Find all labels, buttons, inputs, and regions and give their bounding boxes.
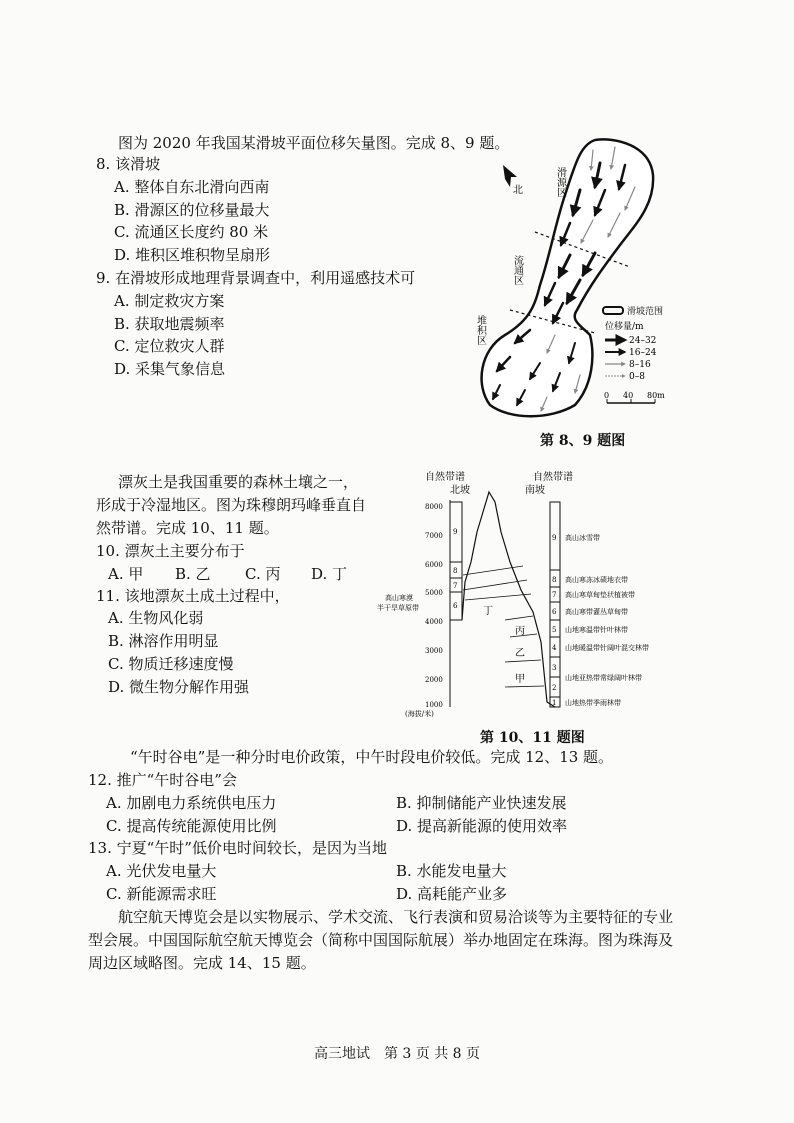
q8-option-a: A. 整体自东北滑向西南 — [114, 178, 270, 196]
legend-range-swatch — [603, 307, 623, 314]
right-num-1: 1 — [552, 699, 557, 707]
scale-label-40: 40 — [623, 391, 634, 400]
right-num-9: 9 — [552, 534, 557, 542]
q10-option-a: A. 甲 — [108, 565, 144, 583]
right-num-8: 8 — [552, 576, 557, 584]
top-right-label: 自然带谱 — [533, 472, 573, 483]
q9-option-d: D. 采集气象信息 — [114, 360, 226, 378]
legend-range-label: 滑坡范围 — [627, 307, 664, 317]
y-tick-8000: 8000 — [425, 503, 443, 511]
vertical-zonation-diagram — [365, 462, 705, 722]
intro-10-11-line2: 形成于冷湿地区。图为珠穆朗玛峰垂直自 — [96, 496, 367, 514]
legend-item-3: 8–16 — [629, 360, 651, 370]
figure-10-11-caption: 第 10、11 题图 — [480, 730, 585, 746]
q13-stem: 13. 宁夏“午时”低价电时间较长，是因为当地 — [88, 839, 387, 857]
zone-label-source: 滑源区 — [554, 167, 566, 197]
right-label-6: 高山寒带灌丛草甸带 — [565, 608, 628, 616]
q12-option-d: D. 提高新能源的使用效率 — [396, 817, 568, 835]
y-tick-4000: 4000 — [425, 618, 443, 626]
intro-12-13: “午时谷电”是一种分时电价政策，中午时段电价较低。完成 12、13 题。 — [130, 748, 614, 766]
right-num-3: 3 — [552, 664, 557, 672]
q8-option-b: B. 滑源区的位移量最大 — [114, 201, 270, 219]
left-num-7: 7 — [453, 582, 458, 590]
left-side-label-1: 高山寒漠 — [385, 594, 413, 602]
q13-option-a: A. 光伏发电量大 — [106, 862, 217, 880]
left-num-6: 6 — [453, 602, 458, 610]
right-label-9: 高山冰雪带 — [565, 534, 600, 542]
q12-option-c: C. 提高传统能源使用比例 — [106, 817, 277, 835]
zone-letter-ding: 丁 — [483, 606, 493, 617]
legend-item-2: 16–24 — [629, 348, 657, 358]
south-slope-label: 南坡 — [525, 485, 545, 496]
q10-option-b: B. 乙 — [175, 565, 211, 583]
intro-14-15-line1: 航空航天博览会是以实物展示、学术交流、飞行表演和贸易洽谈等为主要特征的专业 — [118, 908, 674, 926]
q10-stem: 10. 漂灰土主要分布于 — [96, 542, 245, 560]
q11-option-d: D. 微生物分解作用强 — [108, 678, 250, 696]
right-label-8: 高山寒冻冰碛地衣带 — [565, 576, 628, 584]
right-num-5: 5 — [552, 626, 557, 634]
right-num-7: 7 — [552, 591, 557, 599]
q12-option-a: A. 加剧电力系统供电压力 — [106, 794, 277, 812]
zone-label-deposit: 堆积区 — [474, 315, 486, 345]
north-slope-label: 北坡 — [450, 485, 470, 496]
legend-item-1: 24–32 — [629, 336, 657, 346]
q13-option-d: D. 高耗能产业多 — [396, 885, 508, 903]
zone-letter-jia: 甲 — [515, 674, 525, 685]
q9-option-c: C. 定位救灾人群 — [114, 337, 225, 355]
q13-option-b: B. 水能发电量大 — [396, 862, 507, 880]
legend-item-4: 0–8 — [629, 372, 645, 382]
y-tick-2000: 2000 — [425, 676, 443, 684]
q11-option-c: C. 物质迁移速度慢 — [108, 655, 234, 673]
top-left-label: 自然带谱 — [425, 472, 465, 483]
q11-option-a: A. 生物风化弱 — [108, 609, 204, 627]
y-tick-5000: 5000 — [425, 589, 443, 597]
zone-letter-yi: 乙 — [515, 648, 525, 659]
right-label-2: 山地热带季雨林带 — [565, 699, 621, 707]
q10-option-c: C. 丙 — [245, 565, 281, 583]
landslide-map — [455, 135, 685, 435]
y-tick-3000: 3000 — [425, 647, 443, 655]
q12-stem: 12. 推广“午时谷电”会 — [88, 771, 237, 789]
intro-10-11-line1: 漂灰土是我国重要的森林土壤之一， — [118, 473, 359, 491]
left-num-8: 8 — [453, 567, 458, 575]
left-side-label-2: 半干旱草原带 — [377, 604, 419, 612]
right-num-6: 6 — [552, 608, 557, 616]
q13-option-c: C. 新能源需求旺 — [106, 885, 217, 903]
q11-stem: 11. 该地漂灰土成土过程中， — [96, 587, 290, 605]
intro-14-15-line2: 型会展。中国国际航空航天博览会（简称中国国际航展）举办地固定在珠海。图为珠海及 — [88, 931, 674, 949]
zone-label-flow: 流通区 — [511, 255, 523, 285]
right-label-4: 山地暖温带针阔叶混交林带 — [565, 644, 649, 652]
y-unit-label: (海拔/米) — [405, 710, 434, 718]
intro-10-11-line3: 然带谱。完成 10、11 题。 — [96, 519, 279, 537]
legend-title: 位移量/m — [605, 322, 644, 332]
y-tick-1000: 1000 — [425, 701, 443, 709]
q9-option-b: B. 获取地震频率 — [114, 315, 225, 333]
north-arrow-icon — [503, 165, 517, 187]
intro-8-9: 图为 2020 年我国某滑坡平面位移矢量图。完成 8、9 题。 — [118, 134, 510, 152]
q9-stem: 9. 在滑坡形成地理背景调查中，利用遥感技术可 — [96, 269, 416, 287]
q12-option-b: B. 抑制储能产业快速发展 — [396, 794, 567, 812]
scale-label-0: 0 — [604, 391, 610, 400]
q11-option-b: B. 淋溶作用明显 — [108, 632, 219, 650]
right-num-2: 2 — [552, 684, 557, 692]
y-tick-6000: 6000 — [425, 561, 443, 569]
q8-stem: 8. 该滑坡 — [96, 155, 161, 173]
zone-letter-bing: 丙 — [515, 626, 525, 637]
scale-label-80: 80m — [647, 391, 665, 400]
right-num-4: 4 — [552, 644, 557, 652]
right-label-3: 山地亚热带常绿阔叶林带 — [565, 674, 642, 682]
left-num-9: 9 — [453, 528, 458, 536]
q10-option-d: D. 丁 — [311, 565, 348, 583]
right-label-5: 山地寒温带针叶林带 — [565, 626, 628, 634]
y-tick-7000: 7000 — [425, 532, 443, 540]
q8-option-d: D. 堆积区堆积物呈扇形 — [114, 246, 271, 264]
page-footer: 高三地试 第 3 页 共 8 页 — [313, 1046, 481, 1062]
figure-8-9-caption: 第 8、9 题图 — [540, 433, 626, 449]
intro-14-15-line3: 周边区域略图。完成 14、15 题。 — [88, 954, 316, 972]
q9-option-a: A. 制定救灾方案 — [114, 292, 225, 310]
right-label-7: 高山寒草甸垫状植被带 — [565, 591, 635, 599]
mountain-profile — [462, 492, 555, 707]
y-ticks — [425, 503, 443, 709]
q8-option-c: C. 流通区长度约 80 米 — [114, 223, 269, 241]
north-label: 北 — [513, 185, 523, 196]
